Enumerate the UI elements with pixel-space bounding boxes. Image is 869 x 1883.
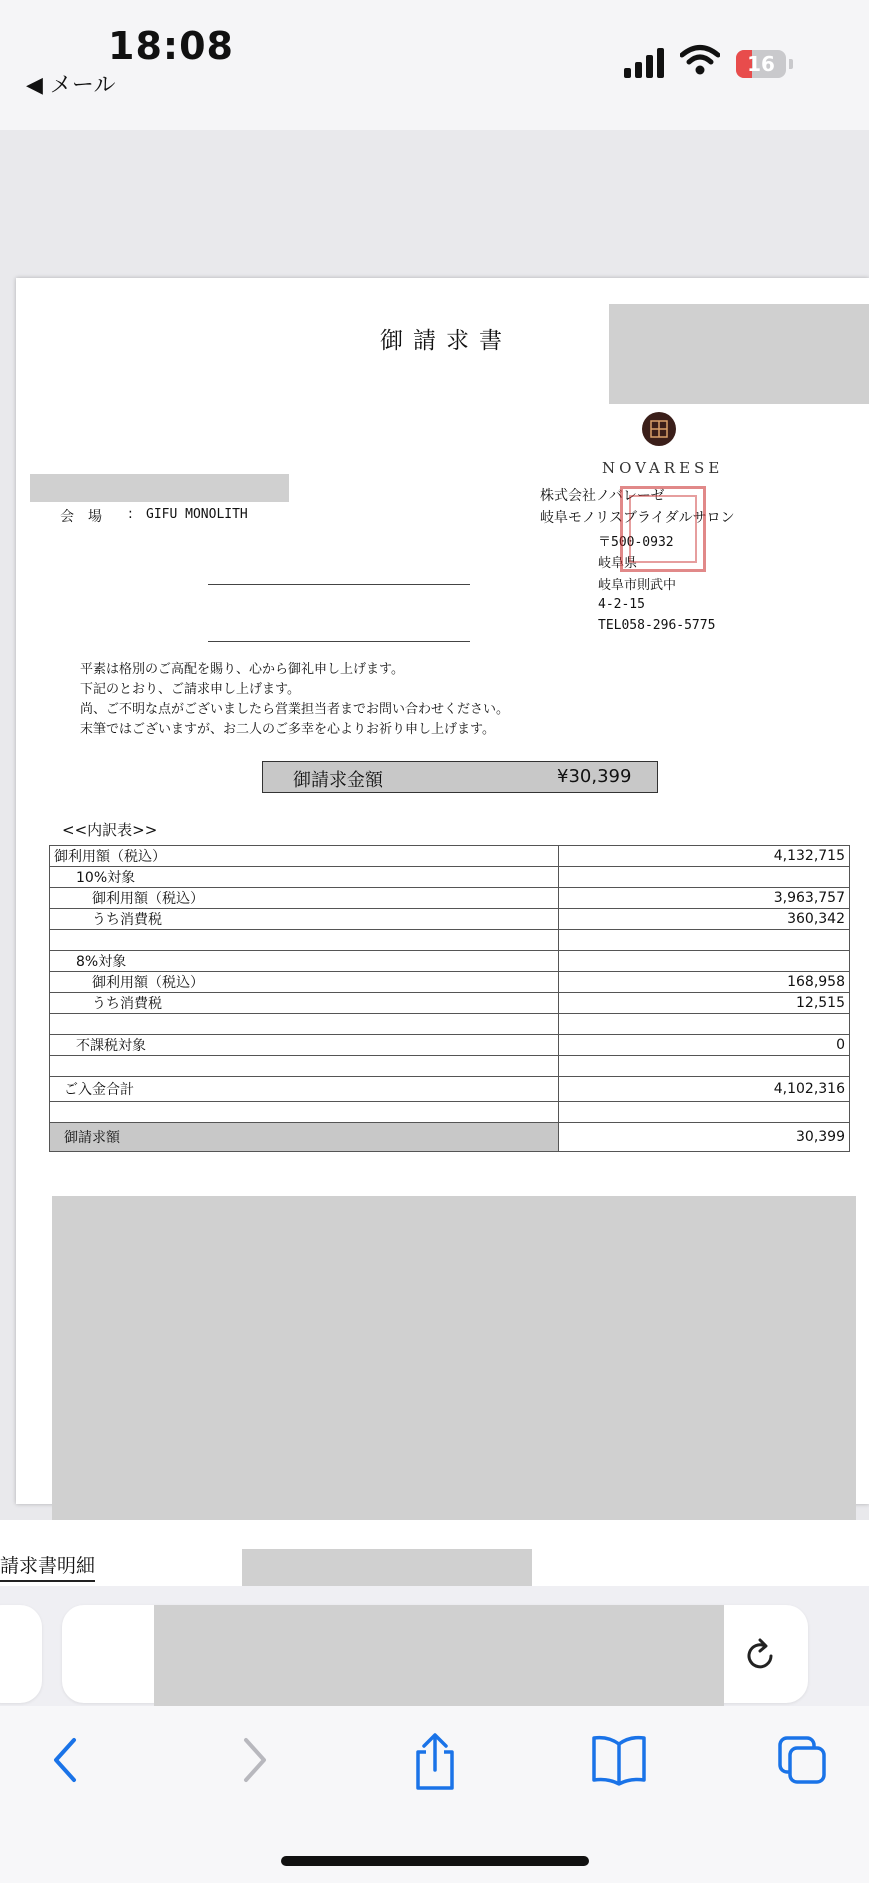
row-value [559, 867, 850, 888]
greeting-line: 平素は格別のご高配を賜り、心から御礼申し上げます。 [80, 662, 404, 677]
logo-mark-icon [647, 417, 671, 441]
table-row [50, 1102, 850, 1123]
row-label: 10%対象 [50, 867, 559, 888]
redacted-block [52, 1196, 856, 1520]
clock: 18:08 [108, 24, 234, 68]
previous-tab-pill[interactable] [0, 1605, 42, 1703]
row-value: 30,399 [559, 1123, 850, 1152]
row-label: うち消費税 [50, 993, 559, 1014]
table-row [50, 867, 850, 888]
signature-line-2 [208, 641, 470, 642]
row-label [50, 1102, 559, 1123]
row-label: 御利用額（税込） [50, 972, 559, 993]
row-label: 御請求額 [50, 1123, 559, 1152]
table-row [50, 1014, 850, 1035]
row-value [559, 1014, 850, 1035]
row-value: 360,342 [559, 909, 850, 930]
back-to-mail-link[interactable]: ◀ メール [26, 73, 116, 98]
row-label: うち消費税 [50, 909, 559, 930]
row-value [559, 930, 850, 951]
address-city: 岐阜市則武中 [598, 578, 677, 593]
battery-cap [789, 59, 793, 69]
table-row [50, 1077, 850, 1102]
row-value: 4,102,316 [559, 1077, 850, 1102]
forward-chevron-icon[interactable] [234, 1732, 274, 1788]
tab-invoice-details[interactable]: 請求書明細 [0, 1551, 95, 1582]
table-row [50, 1123, 850, 1152]
row-value [559, 1056, 850, 1077]
greeting-line: 下記のとおり、ご請求申し上げます。 [80, 682, 300, 697]
row-label: 御利用額（税込） [50, 888, 559, 909]
wifi-icon [680, 44, 720, 76]
phone-number: TEL058-296-5775 [598, 618, 716, 633]
row-label [50, 930, 559, 951]
row-value: 12,515 [559, 993, 850, 1014]
row-value [559, 951, 850, 972]
row-label: 不課税対象 [50, 1035, 559, 1056]
table-row [50, 993, 850, 1014]
greeting-line: 末筆ではございますが、お二人のご多幸を心よりお祈り申し上げます。 [80, 722, 495, 737]
invoice-amount-label: 御請求金額 [293, 770, 383, 791]
row-label: ご入金合計 [50, 1077, 559, 1102]
table-row [50, 909, 850, 930]
address-prefecture: 岐阜県 [598, 556, 638, 571]
row-value: 4,132,715 [559, 846, 850, 867]
cellular-signal-icon [624, 48, 668, 78]
greeting-line: 尚、ご不明な点がございましたら営業担当者までお問い合わせください。 [80, 702, 510, 717]
redacted-name [30, 474, 289, 502]
venue-label: 会 場 [60, 509, 102, 525]
breakdown-title: <<内訳表>> [62, 821, 158, 839]
table-row [50, 888, 850, 909]
row-label: 8%対象 [50, 951, 559, 972]
row-label [50, 1014, 559, 1035]
row-value: 168,958 [559, 972, 850, 993]
postal-code: 〒500-0932 [598, 535, 674, 550]
venue-separator: : [128, 506, 133, 522]
reload-icon[interactable] [738, 1634, 782, 1678]
venue-value: GIFU MONOLITH [146, 507, 248, 522]
bookmarks-icon[interactable] [590, 1732, 648, 1788]
row-value [559, 1102, 850, 1123]
company-name: 株式会社ノバレーゼ [540, 488, 665, 504]
table-row [50, 1056, 850, 1077]
table-row [50, 972, 850, 993]
row-label [50, 1056, 559, 1077]
redacted-block [609, 304, 869, 404]
battery-level: 16 [747, 52, 775, 76]
battery-icon [736, 50, 786, 78]
table-row [50, 930, 850, 951]
table-row [50, 846, 850, 867]
greeting-text [80, 660, 509, 740]
signature-line-1 [208, 584, 470, 585]
salon-name: 岐阜モノリスブライダルサロン [540, 510, 735, 526]
home-indicator[interactable] [281, 1856, 589, 1866]
company-seal [620, 486, 706, 572]
invoice-title: 御請求書 [380, 328, 512, 354]
breakdown-table [49, 845, 850, 1152]
table-row [50, 951, 850, 972]
row-label: 御利用額（税込） [50, 846, 559, 867]
row-value: 3,963,757 [559, 888, 850, 909]
invoice-amount-value: ¥30,399 [557, 766, 632, 787]
tabs-icon[interactable] [776, 1732, 830, 1788]
row-value: 0 [559, 1035, 850, 1056]
redacted-block [242, 1549, 532, 1586]
back-chevron-icon[interactable] [46, 1732, 86, 1788]
share-icon[interactable] [410, 1732, 460, 1792]
status-bar [0, 0, 869, 130]
invoice-amount-box [262, 761, 658, 793]
table-row [50, 1035, 850, 1056]
address-street: 4-2-15 [598, 597, 645, 612]
logo-text: NOVARESE [602, 459, 724, 477]
